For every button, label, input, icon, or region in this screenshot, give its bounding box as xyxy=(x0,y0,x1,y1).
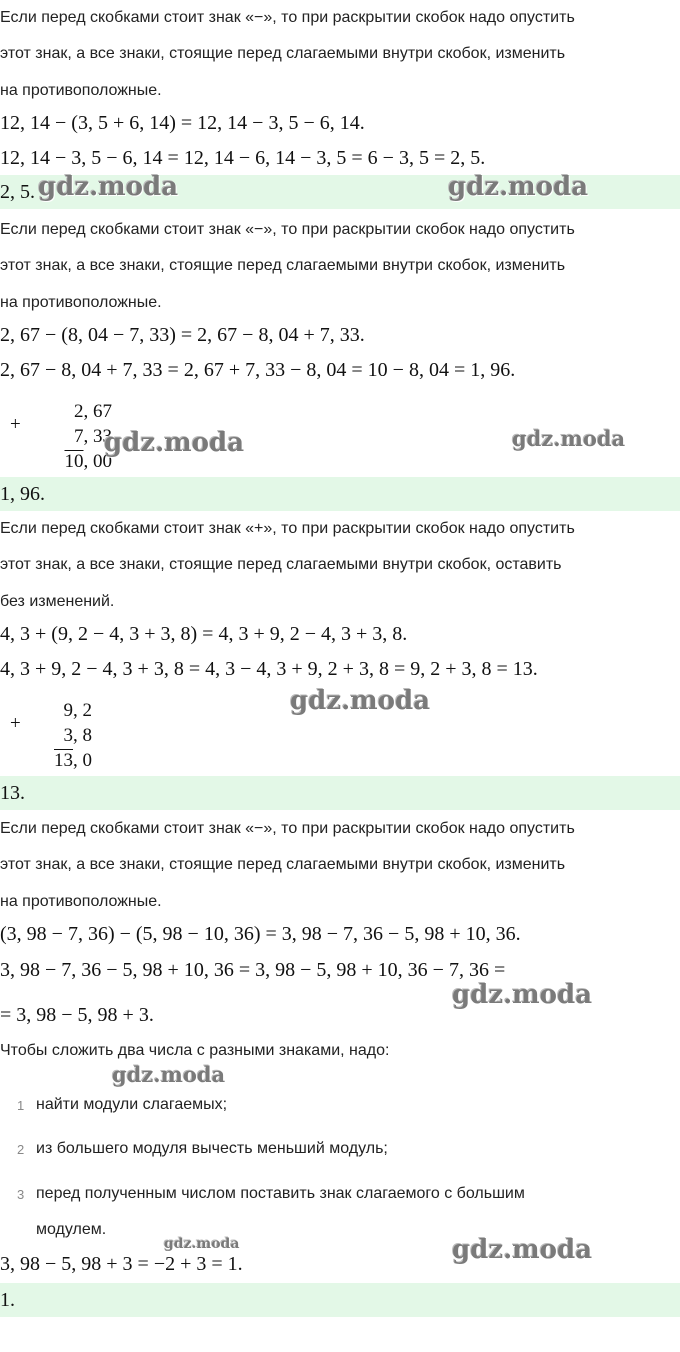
answer-bar xyxy=(0,776,680,810)
rule-intro: Чтобы сложить два числа с разными знаками, надо: xyxy=(0,1042,390,1059)
watermark: gdz.moda xyxy=(448,172,589,202)
rule-line: на противоположные. xyxy=(0,82,162,99)
equation: 4, 3 + (9, 2 − 4, 3 + 3, 8) = 4, 3 + 9, 2 − 4, 3 + 3, 8. xyxy=(0,623,408,645)
rule-line: Если перед скобками стоит знак «−», то при раскрытии скобок надо опустить xyxy=(0,221,575,238)
sum: 13, 0 xyxy=(54,750,92,771)
answer-text: 1, 96. xyxy=(0,483,45,505)
equation: 2, 67 − (8, 04 − 7, 33) = 2, 67 − 8, 04 + 7, 33. xyxy=(0,324,365,346)
watermark: gdz.moda xyxy=(38,172,179,202)
watermark: gdz.moda xyxy=(290,686,431,716)
watermark: gdz.moda xyxy=(452,1235,593,1265)
plus-sign: + xyxy=(10,414,21,435)
watermark: gdz.moda xyxy=(112,1062,226,1087)
watermark: gdz.moda xyxy=(512,426,626,451)
rule-line: Если перед скобками стоит знак «−», то при раскрытии скобок надо опустить xyxy=(0,9,575,26)
rule-line: Если перед скобками стоит знак «+», то при раскрытии скобок надо опустить xyxy=(0,520,575,537)
equation: 2, 67 − 8, 04 + 7, 33 = 2, 67 + 7, 33 − 8, 04 = 10 − 8, 04 = 1, 96. xyxy=(0,359,516,381)
equation: 12, 14 − (3, 5 + 6, 14) = 12, 14 − 3, 5 − 6, 14. xyxy=(0,112,365,134)
addend: 9, 2 xyxy=(63,700,92,721)
answer-text: 1. xyxy=(0,1289,15,1311)
sum: 10, 00 xyxy=(64,451,112,472)
list-number: 3 xyxy=(17,1187,25,1202)
list-item: перед полученным числом поставить знак слагаемого с большим xyxy=(36,1185,525,1202)
equation: 3, 98 − 5, 98 + 3 = −2 + 3 = 1. xyxy=(0,1253,243,1275)
list-number: 1 xyxy=(17,1098,25,1113)
equation: 4, 3 + 9, 2 − 4, 3 + 3, 8 = 4, 3 − 4, 3 + 9, 2 + 3, 8 = 9, 2 + 3, 8 = 13. xyxy=(0,658,538,680)
rule-line: без изменений. xyxy=(0,593,115,610)
rule-line: этот знак, а все знаки, стоящие перед слагаемыми внутри скобок, оставить xyxy=(0,556,562,573)
equation: 3, 98 − 7, 36 − 5, 98 + 10, 36 = 3, 98 − 5, 98 + 10, 36 − 7, 36 = xyxy=(0,959,506,981)
rule-line: Если перед скобками стоит знак «−», то при раскрытии скобок надо опустить xyxy=(0,820,575,837)
answer-text: 13. xyxy=(0,782,25,804)
watermark: gdz.moda xyxy=(104,428,245,458)
addend: 3, 8 xyxy=(63,725,92,746)
watermark: gdz.moda xyxy=(164,1236,240,1252)
column-addition xyxy=(10,699,120,774)
addend: 7, 33 xyxy=(74,426,112,447)
equation: (3, 98 − 7, 36) − (5, 98 − 10, 36) = 3, 98 − 7, 36 − 5, 98 + 10, 36. xyxy=(0,923,521,945)
list-item: найти модули слагаемых; xyxy=(36,1096,228,1113)
rule-line: на противоположные. xyxy=(0,893,162,910)
answer-bar xyxy=(0,1283,680,1317)
rule-line: этот знак, а все знаки, стоящие перед слагаемыми внутри скобок, изменить xyxy=(0,45,566,62)
answer-text: 2, 5. xyxy=(0,181,35,203)
answer-bar xyxy=(0,477,680,511)
list-item: из большего модуля вычесть меньший модуль; xyxy=(36,1140,388,1157)
equation: = 3, 98 − 5, 98 + 3. xyxy=(0,1004,154,1026)
list-item-continued: модулем. xyxy=(36,1221,107,1238)
list-number: 2 xyxy=(17,1142,25,1157)
equation: 12, 14 − 3, 5 − 6, 14 = 12, 14 − 6, 14 − 3, 5 = 6 − 3, 5 = 2, 5. xyxy=(0,147,486,169)
addend: 2, 67 xyxy=(74,401,112,422)
rule-line: этот знак, а все знаки, стоящие перед слагаемыми внутри скобок, изменить xyxy=(0,856,566,873)
watermark: gdz.moda xyxy=(452,980,593,1010)
rule-line: на противоположные. xyxy=(0,294,162,311)
plus-sign: + xyxy=(10,713,21,734)
rule-line: этот знак, а все знаки, стоящие перед слагаемыми внутри скобок, изменить xyxy=(0,257,566,274)
